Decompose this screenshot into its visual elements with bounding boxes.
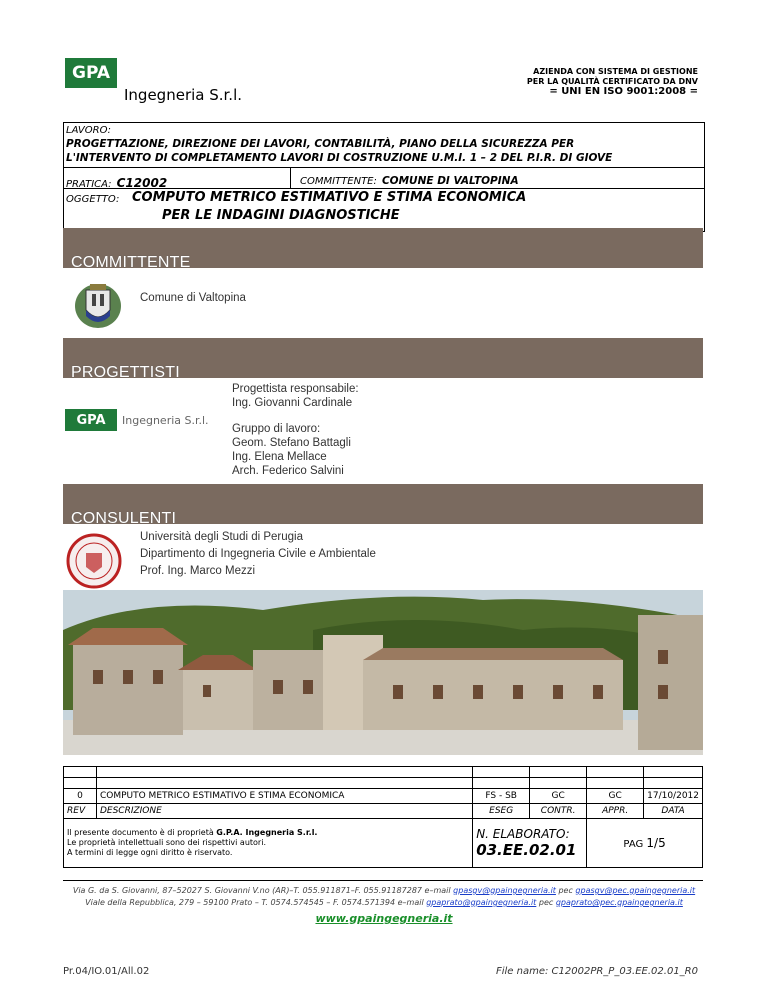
page-cell: [587, 819, 703, 868]
address-1-text: Via G. da S. Giovanni, 87–52027 S. Giovanni V.no (AR)–T. 055.911871–F. 055.91187287 e–mail: [72, 886, 454, 895]
responsabile-name: Ing. Giovanni Cardinale: [232, 397, 353, 409]
file-name: File name: C12002PR_P_03.EE.02.01_R0: [495, 966, 698, 977]
table-row-empty-2: [64, 778, 703, 789]
university-seal-icon: [66, 533, 122, 593]
committente-label: COMMITTENTE:: [300, 176, 377, 187]
rev-appr: GC: [587, 789, 644, 804]
valtopina-crest-icon: [72, 280, 124, 334]
document-code: Pr.04/IO.01/All.02: [63, 966, 150, 977]
company-name-small: Ingegneria S.r.l.: [122, 414, 209, 427]
ownership-line-2: Le proprietà intellettuali sono dei rispettivi autori.: [67, 838, 266, 847]
gruppo-member-2: Ing. Elena Mellace: [232, 451, 327, 463]
table-row-header: [64, 804, 703, 819]
lavoro-line-1: PROGETTAZIONE, DIREZIONE DEI LAVORI, CONTABILITÀ, PIANO DELLA SICUREZZA PER: [66, 138, 575, 150]
header-rev: REV: [64, 804, 97, 819]
gpa-logo-small: [65, 409, 117, 431]
cert-line-1: AZIENDA CON SISTEMA DI GESTIONE: [533, 67, 698, 76]
consulenti-band: [63, 484, 703, 527]
header-data: DATA: [644, 804, 703, 819]
address-1-pec-label: pec: [555, 886, 576, 895]
certification-note: [527, 67, 698, 97]
progettisti-band: [63, 338, 703, 381]
consulenti-title: CONSULENTI: [71, 510, 177, 527]
lavoro-line-2: L'INTERVENTO DI COMPLETAMENTO LAVORI DI COSTRUZIONE U.M.I. 1 – 2 DEL P.I.R. DI GIOVE: [66, 152, 613, 164]
footer-address-1: [0, 886, 768, 895]
address-2-text: Viale della Repubblica, 279 – 59100 Prato – T. 0574.574545 – F. 0574.571394 e–mail: [85, 898, 427, 907]
oggetto-line-1: COMPUTO METRICO ESTIMATIVO E STIMA ECONOMICA: [132, 190, 527, 205]
logo-small-text: GPA: [76, 412, 106, 428]
table-row-revision: [64, 789, 703, 804]
footer-divider: [63, 880, 703, 881]
pratica-value: C12002: [116, 176, 168, 190]
gruppo-member-3: Arch. Federico Salvini: [232, 465, 344, 477]
header-eseg: ESEG: [473, 804, 530, 819]
logo-text: GPA: [71, 63, 110, 83]
project-info-box: [63, 122, 705, 232]
rev-contr: GC: [530, 789, 587, 804]
address-2-email-link[interactable]: gpaprato@gpaingegneria.it: [426, 898, 537, 907]
committente-band: [63, 228, 703, 271]
page-label: PAG: [623, 839, 644, 850]
oggetto-line-2: PER LE INDAGINI DIAGNOSTICHE: [162, 208, 400, 223]
ownership-line-1: [67, 828, 469, 838]
table-row-footer: [64, 819, 703, 868]
rev-eseg: FS - SB: [473, 789, 530, 804]
ownership-prefix: Il presente documento è di proprietà: [67, 828, 217, 837]
revision-table: [63, 766, 703, 868]
footer-address-2: [0, 898, 768, 907]
page-value: 1/5: [646, 836, 666, 850]
header-contr: CONTR.: [530, 804, 587, 819]
committente-name: Comune di Valtopina: [140, 292, 246, 304]
lavoro-label: LAVORO:: [66, 125, 111, 136]
pratica-label: PRATICA:: [66, 179, 112, 190]
elaborato-cell: [473, 819, 587, 868]
lavoro-row: [64, 123, 704, 168]
rev-description: COMPUTO METRICO ESTIMATIVO E STIMA ECONOMICA: [96, 789, 472, 804]
pratica-row: [64, 168, 704, 189]
cert-iso: = UNI EN ISO 9001:2008 =: [549, 86, 698, 97]
elaborato-value: 03.EE.02.01: [476, 841, 577, 859]
responsabile-label: Progettista responsabile:: [232, 383, 359, 395]
village-photo: [63, 590, 703, 755]
company-name: Ingegneria S.r.l.: [124, 86, 243, 104]
rev-date: 17/10/2012: [644, 789, 703, 804]
table-row-empty-1: [64, 767, 703, 778]
gruppo-label: Gruppo di lavoro:: [232, 423, 321, 435]
ownership-company: G.P.A. Ingegneria S.r.l.: [216, 828, 318, 837]
header-descrizione: DESCRIZIONE: [96, 804, 472, 819]
cert-line-2: PER LA QUALITÀ CERTIFICATO DA DNV: [526, 77, 698, 86]
university-professor: Prof. Ing. Marco Mezzi: [140, 565, 256, 577]
address-1-email-link[interactable]: gpasgv@gpaingegneria.it: [453, 886, 556, 895]
rev-number: 0: [64, 789, 97, 804]
website-link[interactable]: www.gpaingegneria.it: [315, 912, 453, 925]
oggetto-row: [64, 189, 704, 231]
address-1-pec-link[interactable]: gpasgv@pec.gpaingegneria.it: [575, 886, 696, 895]
university-name: Università degli Studi di Perugia: [140, 531, 304, 543]
gruppo-member-1: Geom. Stefano Battagli: [232, 437, 351, 449]
committente-field: [300, 169, 519, 188]
header-appr: APPR.: [587, 804, 644, 819]
elaborato-label: N. ELABORATO:: [476, 827, 570, 841]
committente-title: COMMITTENTE: [71, 254, 191, 271]
progettisti-title: PROGETTISTI: [71, 364, 180, 381]
gpa-logo: [65, 58, 117, 88]
oggetto-label: OGGETTO:: [66, 194, 120, 205]
university-department: Dipartimento di Ingegneria Civile e Ambientale: [140, 548, 376, 560]
committente-value: COMUNE DI VALTOPINA: [381, 175, 519, 187]
address-2-pec-label: pec: [536, 898, 556, 907]
pratica-divider: [290, 168, 291, 188]
ownership-note: [64, 819, 473, 868]
address-2-pec-link[interactable]: gpaprato@pec.gpaingegneria.it: [555, 898, 683, 907]
ownership-line-3: A termini di legge ogni diritto è riservato.: [67, 848, 233, 857]
